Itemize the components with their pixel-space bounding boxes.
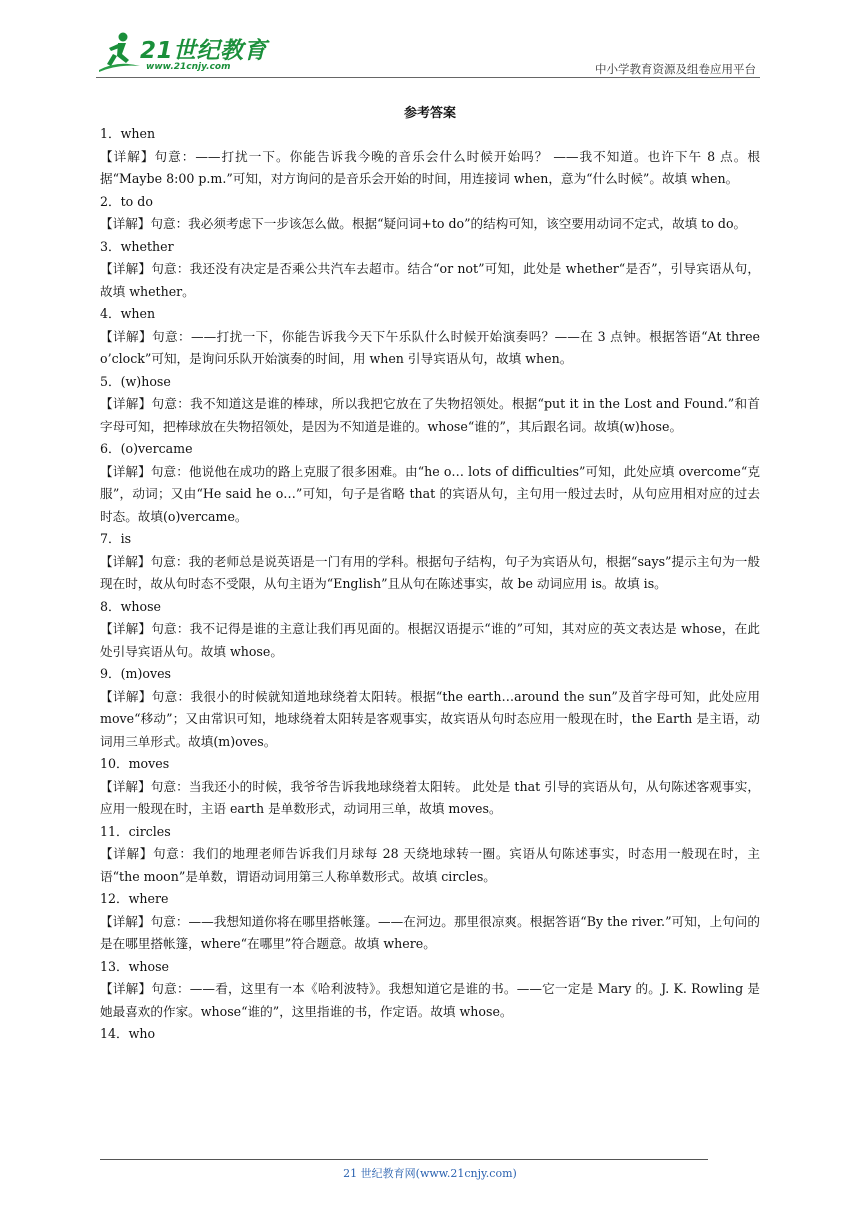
answer-number: 13．whose: [100, 958, 170, 974]
footer-divider: [100, 1159, 708, 1160]
answer-number: 3．whether: [100, 238, 174, 254]
answer-explanation: 【详解】句意：我不知道这是谁的棒球，所以我把它放在了失物招领处。根据“put it in the Lost and Found.”和首字母可知，把棒球放在失物招领处，是因为不知道是谁的。whose“谁的”，其后跟名词。故填(w)hose。: [100, 396, 760, 434]
header-divider: [96, 77, 760, 78]
answer-number: 10．moves: [100, 756, 170, 771]
answer-explanation: 【详解】句意：——打扰一下。你能告诉我今晚的音乐会什么时候开始吗？ ——我不知道。也许下午 8 点。根据“Maybe 8:00 p.m.”可知，对方询问的是音乐会开始的时间，用连接词 when，意为“什么时候”。故填 when。: [100, 148, 760, 186]
runner-icon: [96, 30, 142, 74]
answer-explanation: 【详解】句意：我必须考虑下一步该怎么做。根据“疑问词+to do”的结构可知，该空要用动词不定式，故填 to do。: [100, 216, 747, 231]
answer-number: 5．(w)hose: [100, 373, 171, 389]
header-tagline: 中小学教育资源及组卷应用平台: [595, 62, 756, 76]
answer-explanation: 【详解】句意：我们的地理老师告诉我们月球每 28 天绕地球转一圈。宾语从句陈述事实，时态用一般现在时，主语“the moon”是单数，谓语动词用第三人称单数形式。故填 circles。: [100, 846, 760, 884]
answer-number: 9．(m)oves: [100, 666, 171, 681]
answer-explanation: 【详解】句意：——打扰一下，你能告诉我今天下午乐队什么时候开始演奏吗？——在 3 点钟。根据答语“At three o’clock”可知，是询问乐队开始演奏的时间，用 when 引导宾语从句，故填 when。: [100, 328, 760, 366]
answer-explanation: 【详解】句意：我还没有决定是否乘公共汽车去超市。结合“or not”可知，此处是 whether“是否”，引导宾语从句，故填 whether。: [100, 261, 760, 299]
page-footer[interactable]: 21 世纪教育网(www.21cnjy.com): [343, 1167, 517, 1180]
answer-explanation: 【详解】句意：——看，这里有一本《哈利波特》。我想知道它是谁的书。——它一定是 Mary 的。J. K. Rowling 是她最喜欢的作家。whose“谁的”，这里指谁的书，作定语。故填 whose。: [100, 981, 760, 1019]
answer-explanation: 【详解】句意：当我还小的时候，我爷爷告诉我地球绕着太阳转。 此处是 that 引导的宾语从句，从句陈述客观事实，应用一般现在时，主语 earth 是单数形式，动词用三单，故填 moves。: [100, 778, 760, 816]
answer-number: 14．who: [100, 1026, 156, 1041]
answer-explanation: 【详解】句意：他说他在成功的路上克服了很多困难。由“he o… lots of difficulties”可知，此处应填 overcome“克服”，动词；又由“He said he o…”可知，句子是省略 that 的宾语从句，主句用一般过去时，从句应用相对应的过去时态。故填(o)vercame。: [100, 463, 760, 524]
site-logo[interactable]: [96, 30, 266, 78]
answer-number: 4．when: [100, 306, 156, 321]
answer-number: 11．circles: [100, 823, 171, 839]
answer-number: 7．is: [100, 531, 132, 546]
answer-explanation: 【详解】句意：——我想知道你将在哪里搭帐篷。——在河边。那里很凉爽。根据答语“By the river.”可知，上句问的是在哪里搭帐篷，where“在哪里”符合题意。故填 where。: [100, 913, 760, 951]
answer-number: 12．where: [100, 891, 169, 906]
logo-url: www.21cnjy.com: [146, 62, 231, 72]
answer-list: [100, 123, 760, 1046]
answer-explanation: 【详解】句意：我的老师总是说英语是一门有用的学科。根据句子结构，句子为宾语从句，根据“says”提示主句为一般现在时，故从句时态不受限，从句主语为“English”且从句在陈述事实，故 be 动词应用 is。故填 is。: [100, 553, 760, 591]
logo-text: 21世纪教育: [140, 38, 268, 64]
answer-explanation: 【详解】句意：我很小的时候就知道地球绕着太阳转。根据“the earth…around the sun”及首字母可知，此处应用 move“移动”；又由常识可知，地球绕着太阳转是客观事实，故宾语从句时态应用一般现在时，the Earth 是主语，动词用三单形式。故填(m)oves。: [100, 688, 760, 749]
answer-number: 1．when: [100, 126, 156, 141]
document-title: 参考答案: [403, 106, 456, 121]
page-header: [0, 0, 860, 80]
answer-number: 8．whose: [100, 598, 161, 614]
answer-number: 6．(o)vercame: [100, 441, 193, 456]
answer-explanation: 【详解】句意：我不记得是谁的主意让我们再见面的。根据汉语提示“谁的”可知，其对应的英文表达是 whose，在此处引导宾语从句。故填 whose。: [100, 621, 760, 659]
answer-number: 2．to do: [100, 193, 153, 209]
